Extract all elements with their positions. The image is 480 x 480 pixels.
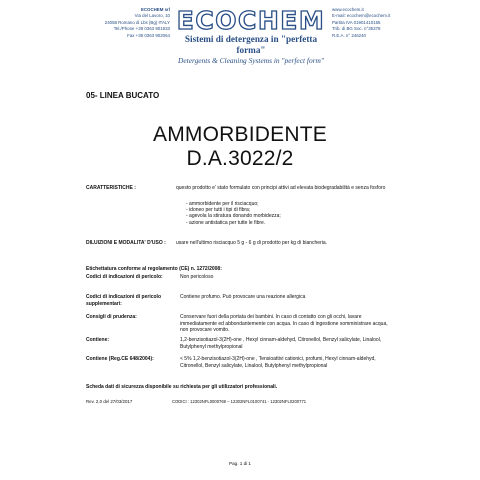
address-line: 24058 Romano di Lbs (Bg) ITALY <box>104 19 170 25</box>
product-line-title: 05- LINEA BUCATO <box>86 91 160 100</box>
address-line: Via del Lavoro, 10 <box>134 13 170 19</box>
tagline-english: Detergents & Cleaning Systems in "perfect form" <box>178 56 324 65</box>
codici-supplementari-label: Codici di indicazioni di pericolo supplementari: <box>86 294 162 307</box>
caratteristiche-text: questo prodotto e' stato formulato con principi attivi ad elevata biodegradabilità e senza fosforo <box>176 185 386 191</box>
codici-supplementari-text: Contiene profumo. Può provocare una reazione allergica <box>180 294 306 300</box>
contiene-reg-label: Contiene (Reg.CE 648/2004): <box>86 356 154 362</box>
ecochem-logo <box>172 7 330 65</box>
website-link[interactable]: www.ecochem.it <box>332 7 364 12</box>
list-item: - idoneo per tutti i tipi di fibra; <box>186 207 251 214</box>
product-code: D.A.3022/2 <box>186 147 294 170</box>
diluizioni-label: DILUIZIONI E MODALITA' D'USO : <box>86 240 166 246</box>
logo-wordmark: ECOCHEM <box>172 7 330 34</box>
caratteristiche-list <box>186 201 386 226</box>
codici-line: CODICI : 12302NFL0000769 – 12302NFL0100741 - 12302NFL0200771 <box>172 399 307 404</box>
contiene-reg-text: < 5% 1,2-benzisotiazol-3(2H)-one , Tensioattivi cationici, profumi, Hexyl cinnam-aldehyd, Citronellol, Benzyl salicylate, Linalool, Butylphenyl methylpropional <box>180 356 376 369</box>
trib-line: Trib. di BG Soc. n°35378 <box>332 26 381 32</box>
caratteristiche-label: CARATTERISTICHE : <box>86 185 136 191</box>
diluizioni-text: usare nell'ultimo risciacquo 5 g - 6 g di prodotto per kg di biancheria. <box>176 240 328 246</box>
consigli-text: Conservare fuori della portata dei bambini. In caso di contatto con gli occhi, lavare immediatamente ed abbondantemente con acqua. In caso di ingestione somministrare acqua, non provocare vomito. <box>180 314 388 334</box>
scheda-note: Scheda dati di sicurezza disponibile su richiesta per gli utilizzatori professionali. <box>86 384 278 390</box>
product-title <box>86 123 394 171</box>
rea-line: R.E.A. n° 246240 <box>332 32 366 38</box>
page-number: Pag. 1 di 1 <box>229 461 251 466</box>
list-item: - ammorbidente per il risciacquo; <box>186 201 259 207</box>
product-name: AMMORBIDENTE <box>153 123 327 146</box>
consigli-label: Consigli di prudenza: <box>86 314 137 320</box>
phone-line: Tel./Phone +39 0363 901933 <box>113 26 170 32</box>
etichettatura-heading: Etichettatura conforme al regolamento (CE) n. 1272/2008: <box>86 266 222 272</box>
tagline-italian: Sistemi di detergenza in "perfetta forma" <box>184 34 318 55</box>
fax-line: Fax +39 0363 902064 <box>127 32 170 38</box>
codici-indicazioni-label: Codici di indicazioni di pericolo: <box>86 274 163 280</box>
contiene-text: 1,2-benzisotiazol-3(2H)-one , Hexyl cinnam-aldehyd, Citronellol, Benzyl salicylate, Linalool, Butylphenyl methylpropional <box>180 337 382 350</box>
list-item: - azione antistatica per tutte le fibre. <box>186 219 266 226</box>
company-header-right <box>332 7 422 39</box>
email-link[interactable]: E-mail: ecochem@ecochem.it <box>332 13 391 19</box>
company-name: ECOCHEM srl <box>140 7 170 12</box>
revision-date: Rev. 2.0 del 27/03/2017 <box>86 399 133 404</box>
codici-indicazioni-text: Non pericoloso <box>180 274 214 280</box>
vat-line: Partita IVA 01901410165 <box>332 19 381 25</box>
list-item: - agevola la stiratura donando morbidezza; <box>186 213 281 220</box>
company-header-left <box>86 7 170 39</box>
contiene-label: Contiene: <box>86 337 110 343</box>
